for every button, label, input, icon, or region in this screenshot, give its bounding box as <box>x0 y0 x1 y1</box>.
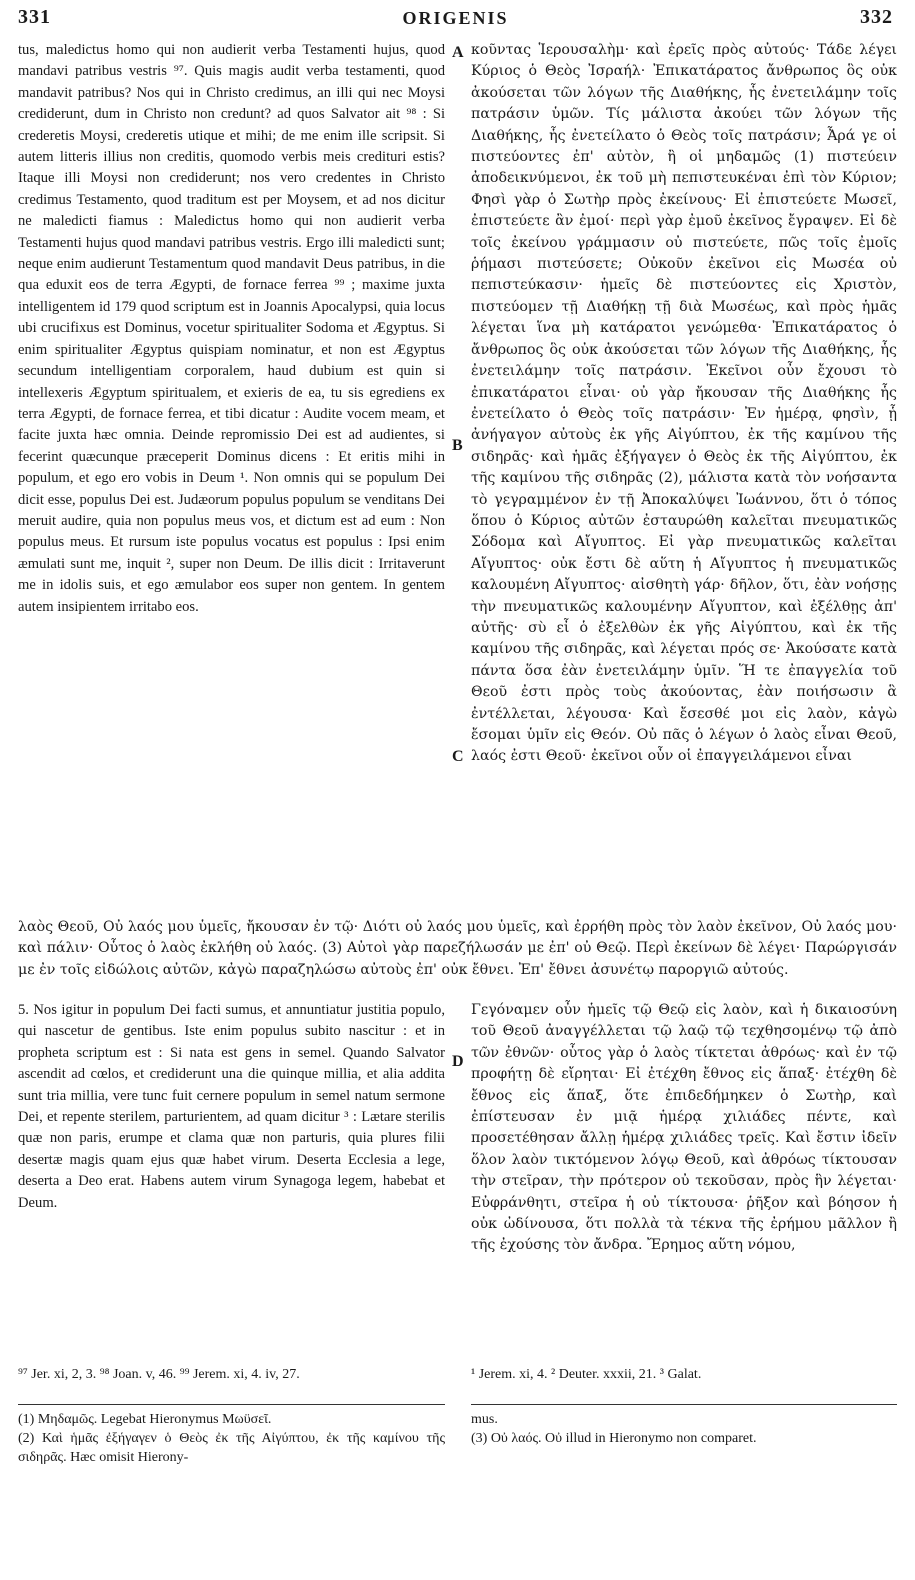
latin-column-lower <box>18 1000 445 1214</box>
greek-column-lower <box>471 1000 897 1257</box>
latin-text-upper: tus, maledictus homo qui non audierit verba Testamenti hujus, quod mandavi patribus vestris ⁹⁷. Quis magis audit verba testamenti, quod mandavit patribus? Nos qui in Christo credimus, an illi qui nec Moysi crediderunt, dum in Christo non credunt? ad quos Salvator ait ⁹⁸ : Si crederetis Moysi, crederetis utique et mihi; de me enim ille scripsit. Si autem litteris illius non creditis, quomodo verbis meis credituri estis? Itaque illi Moysi non crediderunt; nos vero credentes in Christo credimus Testamento, quod traditum est per Moysem, et ad nos dicitur ne maledicti fiamus : Maledictus homo qui non audierit verba Testamenti hujus quod mandavi patribus vestris. Ergo illi maledicti sunt; neque enim audierunt Testamentum quod mandavit Deus patribus, in die qua eduxit eos de terra Ægypti, de fornace ferrea ⁹⁹ ; maxime juxta intelligentem id 179 quod scriptum est in Joannis Apocalypsi, quia locus ubi crucifixus est Dominus, vocetur spiritualiter Sodoma et Ægyptus. Si enim spiritualiter Ægyptus quispiam nominatur, et non est Ægyptus secundum intelligentiam corporalem, haud dubium est quin si intellexeris Ægyptum spiritualem, et exieris de ea, tu sis egrediens ex terra Ægypti, de fornace ferrea, et tibi dicatur : Audite vocem meam, et facite juxta hæc omnia. Deinde repromissio Dei est ad audientes, si fecerint quæcunque præceperit Dominus dicens : Et eritis mihi in populum, et ego ero vobis in Deum ¹. Non omnis qui se populum Dei dicit esse, populus Dei est. Judæorum populus populum se venditans Dei meruit audire, quia non populus meus vos, et dictum est ad eum : Non populus meus. Et rursum iste populus vocatus est populus : Ipsi enim æmulati sunt me, inquit ², super non Deum. De illis dicit : Irritaverunt me in idolis suis, et ego æmulabor eos super non gentem. In gentem autem insipientem irritabo eos. <box>18 42 445 615</box>
footnote-divider-left <box>18 1404 445 1405</box>
margin-letter-c: C <box>452 748 464 765</box>
footnote: (2) Καὶ ἡμᾶς ἐξήγαγεν ὁ Θεὸς ἐκ τῆς Αἰγύπτου, ἐκ τῆς καμίνου τῆς σιδηρᾶς. Hæc omisit Hierony- <box>18 1431 445 1465</box>
margin-letter-a: A <box>452 44 464 61</box>
greek-text-lower: Γεγόναμεν οὖν ἡμεῖς τῷ Θεῷ εἰς λαὸν, καὶ ἡ δικαιοσύνη τοῦ Θεοῦ ἀναγγέλλεται τῷ λαῷ τῷ τεχθησομένῳ τῷ ἀπὸ τῶν ἐθνῶν· οὗτος γὰρ ὁ λαὸς τίκτεται ἀθρόως· καὶ ἐν τῷ προφήτῃ δὲ εἴρηται· Εἰ ἐτέχθη ἔθνος εἰς ἅπαξ· ἐτέχθη δὲ ἔθνος εἰς ἅπαξ, ὅτε ἐπιδεδήμηκεν ὁ Σωτὴρ, καὶ ἐπίστευσαν ἐν μιᾷ ἡμέρᾳ χιλιάδες πέντε, καὶ προσετέθησαν ἄλλῃ ἡμέρᾳ χιλιάδες τρεῖς. Καὶ ἔστιν ἰδεῖν ὅλον λαὸν τικτόμενον λόγῳ Θεοῦ, καὶ ἀθρόως τίκτουσαν τὴν στεῖραν, τὴν πρότερον οὐ τεκοῦσαν, πρὸς ἣν λέγεται· Εὐφράνθητι, στεῖρα ἡ οὐ τίκτουσα· ῥῆξον καὶ βόησον ἡ οὐκ ὠδίνουσα, ὅτι πολλὰ τὰ τέκνα τῆς ἐρήμου μᾶλλον ἢ τῆς ἐχούσης τὸν ἄνδρα. Ἔρημος αὕτη νόμου, <box>471 1002 897 1254</box>
running-title: ORIGENIS <box>402 8 509 28</box>
footnotes-left <box>18 1410 445 1467</box>
footnote: (3) Οὐ λαός. Οὐ illud in Hieronymo non comparet. <box>471 1431 757 1446</box>
margin-letter-b: B <box>452 437 463 454</box>
greek-text-full: λαὸς Θεοῦ, Οὐ λαός μου ὑμεῖς, ἤκουσαν ἐν τῷ· Διότι οὐ λαός μου ὑμεῖς, καὶ ἐρρήθη πρὸς τὸν λαὸν ἐκεῖνον, Οὐ λαός μου· καὶ πάλιν· Οὗτος ὁ λαὸς ἐκλήθη οὐ λαός. (3) Αὐτοὶ γὰρ παρεζήλωσάν με ἐπ' οὐ Θεῷ. Περὶ ἐκείνων δὲ λέγει· Παρώργισάν με ἐν τοῖς εἰδώλοις αὐτῶν, κἀγὼ παραζηλώσω αὐτοὺς ἐπ' οὐκ ἔθνει. Ἐπ' ἔθνει ἀσυνέτῳ παροργιῶ αὐτούς. <box>18 919 897 978</box>
page-number-left: 331 <box>18 6 51 28</box>
footnotes-right <box>471 1410 897 1448</box>
greek-full-width-paragraph <box>18 917 897 981</box>
page-number-right: 332 <box>860 6 893 28</box>
latin-text-lower: 5. Nos igitur in populum Dei facti sumus, et annuntiatur justitia populo, qui nascetur de gentibus. Iste enim populus subito nascitur : et in propheta scriptum est : Si nata est gens in semel. Quando Salvator ascendit ad cœlos, et crediderunt una die quinque millia, et alia addita sunt tria millia, vere tunc fuit cernere populum in semel natum sermone Dei, et repente sterilem, parturientem, ad quam dicitur ³ : Lætare sterilis quæ non paris, erumpe et clama quæ non parturis, quia plures filii desertæ magis quam ejus quæ habet virum. Deserta Ecclesia a lege, deserta a Deo erat. Habens autem virum Synagoga legem, habebat et Deum. <box>18 1002 445 1211</box>
footnote: mus. <box>471 1412 498 1427</box>
scripture-refs-right: ¹ Jerem. xi, 4. ² Deuter. xxxii, 21. ³ Galat. <box>471 1367 702 1382</box>
margin-letter-d: D <box>452 1053 464 1070</box>
greek-text-upper: κοῦντας Ἱερουσαλὴμ· καὶ ἐρεῖς πρὸς αὐτούς· Τάδε λέγει Κύριος ὁ Θεὸς Ἰσραήλ· Ἐπικατάρατος ἄνθρωπος ὃς οὐκ ἀκούσεται τῶν λόγων τῆς Διαθήκης, ἧς ἐνετειλάμην τοῖς πατράσιν ὑμῶν. Τίς μάλιστα ἀκούει τῶν λόγων τῆς Διαθήκης, ἧς ἐνετείλατο ὁ Θεὸς τοῖς πατράσιν; Ἆρά γε οἱ πιστεύοντες ἐπ' αὐτὸν, ἢ οἱ μηδαμῶς (1) πιστεύειν ἀποδεικνύμενοι, ἐκ τοῦ μὴ πεπιστευκέναι ἐπὶ τὸν Κύριον; Φησὶ γὰρ ὁ Σωτὴρ πρὸς ἐκείνους· Εἰ ἐπιστεύετε Μωσεῖ, ἐπιστεύετε ἂν ἐμοί· περὶ γὰρ ἐμοῦ ἐκεῖνος ἔγραψεν. Εἰ δὲ τοῖς ἐκείνου γράμμασιν οὐ πιστεύετε, πῶς τοῖς ἐμοῖς ῥήμασι πιστεύσετε; Οὐκοῦν ἐκεῖνοι εἰς Μωσέα οὐ πεπιστεύκασιν· ἡμεῖς δὲ πιστεύοντες εἰς Χριστὸν, πιστεύομεν τῇ Διαθήκῃ τῇ διὰ Μωσέως, καὶ πρὸς ἡμᾶς λέγεται ἵνα μὴ κατάρατοι γενώμεθα· Ἐπικατάρατος ὁ ἄνθρωπος ὃς οὐκ ἀκούσεται τῶν λόγων τῆς Διαθήκης, ἧς ἐνετειλάμην τοῖς πατράσιν. Ἐκεῖνοι οὖν ἔχουσι τὸ ἐπικατάρατοι εἶναι· οὐ γὰρ ἤκουσαν τῆς Διαθήκης ἧς ἐνετείλατο ὁ Θεὸς τοῖς πατράσιν· Ἐν ἡμέρᾳ, φησὶν, ᾗ ἀνήγαγον αὐτοὺς ἐκ γῆς Αἰγύπτου, ἐκ τῆς καμίνου τῆς σιδηρᾶς· καὶ ἡμᾶς ἐξήγαγεν ὁ Θεὸς ἐκ τῆς Αἰγύπτου, ἐκ τῆς καμίνου τῆς σιδηρᾶς (2), μάλιστα κατὰ τὸν νοήσαντα τὸ γεγραμμένον ἐν τῇ Ἀποκαλύψει Ἰωάννου, ὅτι ὁ τόπος ὅπου ὁ Κύριος αὐτῶν ἐσταυρώθη καλεῖται πνευματικῶς Σόδομα καὶ Αἴγυπτος. Εἰ γὰρ πνευματικῶς καλεῖται Αἴγυπτος· οὐκ ἔστι δὲ αὕτη ἡ Αἴγυπτος ἡ πνευματικῶς καλουμένη Αἴγυπτος· αἰσθητὴ γάρ· δῆλον, ὅτι, ἐὰν νοήσῃς τὴν πνευματικῶς καλουμένην Αἴγυπτον, καὶ ἐξέλθῃς ἀπ' αὐτῆς· σὺ εἶ ὁ ἐξελθὼν ἐκ γῆς Αἰγύπτου, καὶ ἐκ τῆς καμίνου τῆς σιδηρᾶς, καὶ λέγεται πρός σε· Ἀκούσατε κατὰ πάντα ὅσα ἐὰν ἐνετειλάμην ὑμῖν. Ἥ τε ἐπαγγελία τοῦ Θεοῦ ἐστι πρὸς τοὺς ἀκούοντας, ἐὰν ποιήσωσιν ἃ ἐντέλλεται, λέγουσα· Καὶ ἔσεσθέ μοι εἰς λαὸν, κἀγὼ ἔσομαι ὑμῖν εἰς Θεόν. Οὐ πᾶς ὁ λέγων ὁ λαὸς εἶναι Θεοῦ, λαός ἐστι Θεοῦ· ἐκεῖνοι οὖν οἱ ἐπαγγειλάμενοι εἶναι <box>471 42 897 765</box>
latin-column-upper <box>18 40 445 618</box>
greek-column-upper <box>471 40 897 768</box>
footnote: (1) Μηδαμῶς. Legebat Hieronymus Μωϋσεῖ. <box>18 1412 272 1427</box>
scripture-refs-left: ⁹⁷ Jer. xi, 2, 3. ⁹⁸ Joan. v, 46. ⁹⁹ Jerem. xi, 4. iv, 27. <box>18 1367 300 1382</box>
page-header <box>18 6 893 36</box>
footnote-divider-right <box>471 1404 897 1405</box>
